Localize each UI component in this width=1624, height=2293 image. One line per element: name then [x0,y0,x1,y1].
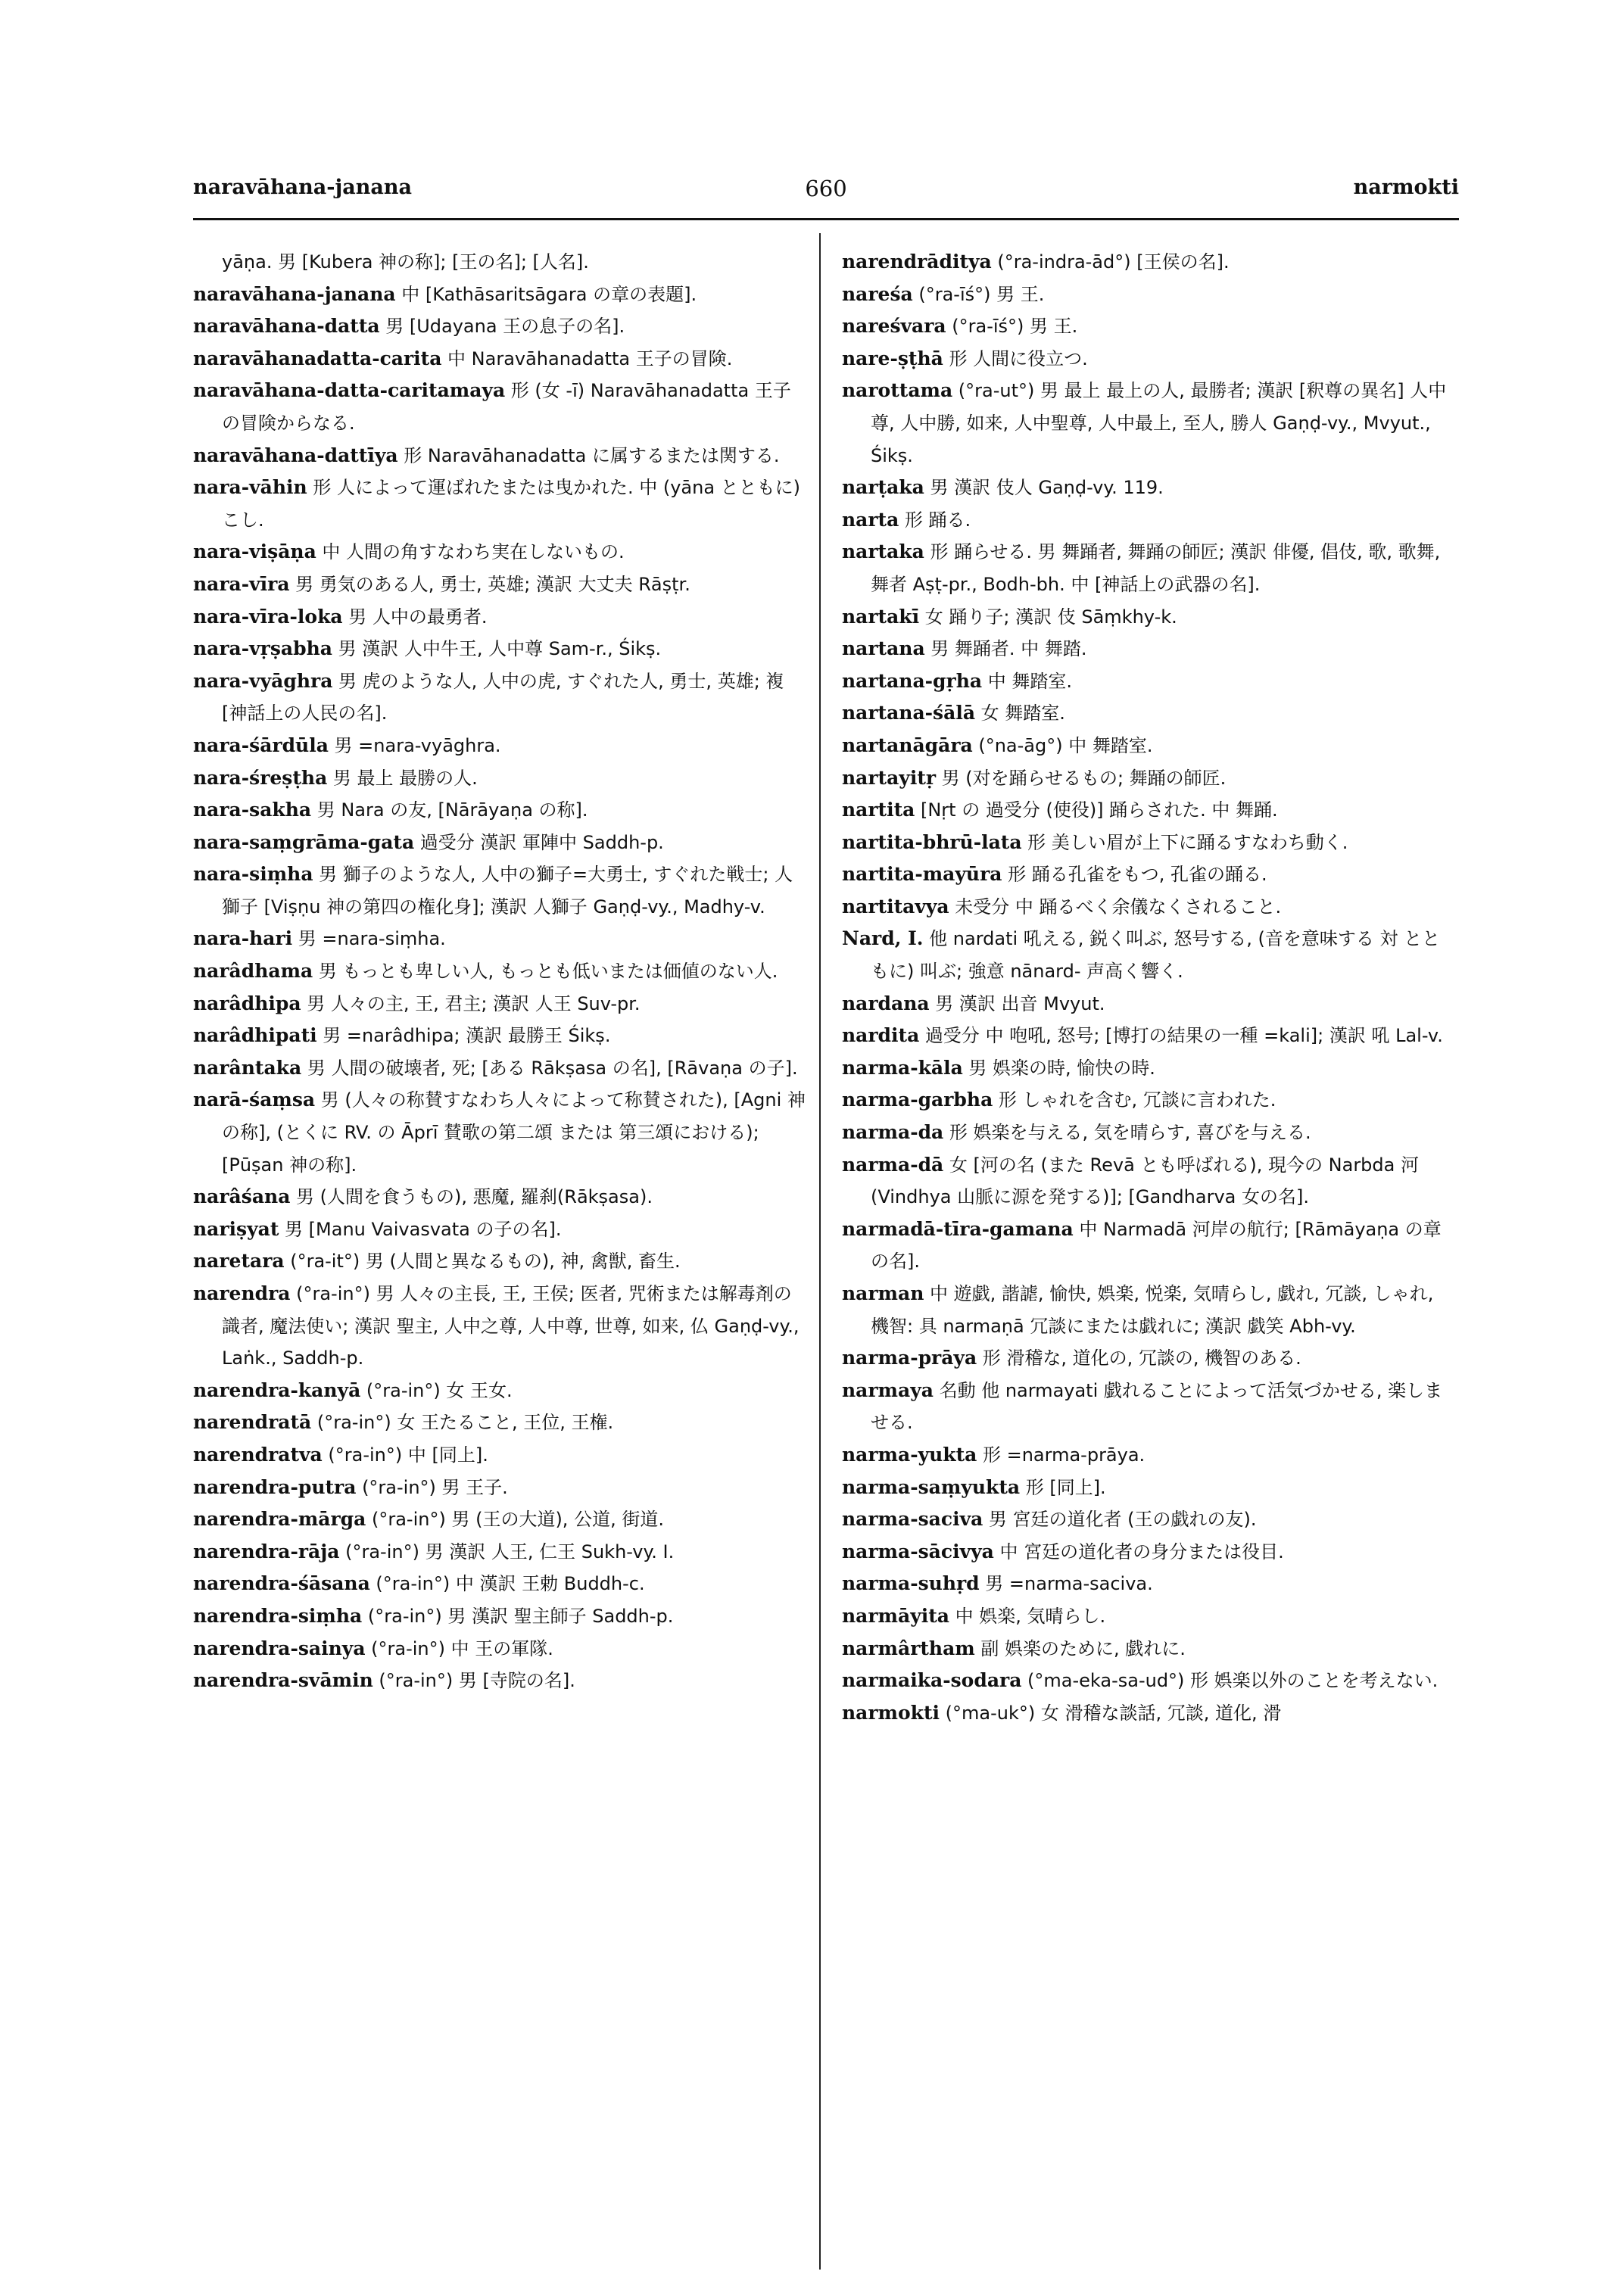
entry-headword: narendra-śāsana [193,1572,370,1595]
dictionary-entry [193,665,806,730]
dictionary-entry [842,1472,1455,1504]
entry-headword: nara-vīra [193,572,290,595]
entry-definition: (°ra-in°) 男 漢訳 人王, 仁王 Sukh-vy. I. [339,1541,675,1562]
entry-definition: (°ra-in°) 男 (王の大道), 公道, 街道. [366,1509,664,1531]
entry-definition: 形 踊る孔雀をもつ, 孔雀の踊る. [1002,864,1267,886]
dictionary-entry [193,1407,806,1439]
entry-headword: narendra-sainya [193,1637,366,1659]
entry-definition: 女 舞踏室. [975,703,1065,724]
entry-headword: nareśa [842,282,913,305]
dictionary-entry [193,440,806,472]
entry-definition: 男 [Udayana 王の息子の名]. [379,316,625,338]
dictionary-entry [842,697,1455,730]
entry-headword: nartitavya [842,895,949,918]
entry-definition: 他 nardati 吼える, 鋭く叫ぶ, 怒号する, (音を意味する 対 とともに) 叫ぶ; 強意 nānard- 声高く響く. [871,928,1441,983]
dictionary-entry [842,1503,1455,1536]
entry-definition: 男 漢訳 出音 Mvyut. [929,992,1105,1014]
dictionary-entry [193,1536,806,1569]
dictionary-entry [842,279,1455,311]
dictionary-entry [193,858,806,923]
dictionary-entry [842,1665,1455,1697]
header-first-headword: naravāhana-janana [193,176,412,199]
entry-headword: narâdhipa [193,992,301,1014]
entry-headword: nartanāgāra [842,734,973,756]
entry-definition: 男 =narma-saciva. [979,1573,1153,1595]
entry-definition: 男 勇気のある人, 勇士, 英雄; 漢訳 大丈夫 Rāṣṭr. [289,573,690,595]
dictionary-entry [193,569,806,601]
entry-definition: 中 舞踏室. [982,670,1072,692]
entry-definition: 中 遊戯, 諧謔, 愉快, 娯楽, 悦楽, 気晴らし, 戯れ, 冗談, しゃれ, 機智: 具 narmaṇā 冗談にまたは戯れに; 漢訳 戯笑 Abh-vy. [871,1283,1439,1337]
entry-definition: 副 娯楽のために, 戯れに. [974,1637,1186,1659]
dictionary-entry [842,988,1455,1020]
entry-headword: nara-śārdūla [193,734,329,756]
entry-headword: nara-hari [193,927,293,950]
entry-headword: nartana [842,637,925,660]
entry-definition: (°ra-in°) 男 [寺院の名]. [372,1670,575,1692]
entry-definition: 男 Nara の友, [Nārāyaṇa の称]. [311,799,588,821]
entry-definition: (°ra-īś°) 男 王. [946,316,1078,338]
entry-definition: 男 獅子のような人, 人中の獅子=大勇士, すぐれた戦士; 人獅子 [Viṣṇu 神の第四の権化身]; 漢訳 人獅子 Gaṇḍ-vy., Madhy-v. [222,864,793,918]
entry-definition: (°ra-īś°) 男 王. [912,283,1045,305]
dictionary-entry [842,1536,1455,1569]
entry-definition: 中 娯楽, 気晴らし. [949,1605,1106,1627]
entry-definition: 男 最上 最勝の人. [327,767,478,789]
dictionary-entry [193,1278,806,1375]
entry-definition: (°ra-in°) 中 [同上]. [322,1444,488,1466]
entry-headword: narma-dā [842,1153,944,1176]
entry-headword: naravāhana-datta-caritamaya [193,379,506,402]
entry-definition: (°ma-uk°) 女 滑稽な談話, 冗談, 道化, 滑 [940,1702,1282,1724]
entry-headword: naravāhanadatta-carita [193,347,442,369]
entry-headword: naretara [193,1250,285,1273]
entry-headword: nariṣyat [193,1217,279,1240]
dictionary-entry [842,794,1455,827]
entry-definition: (°ra-in°) 男 人々の主長, 王, 王侯; 医者, 咒術または解毒剤の識者, 魔法使い; 漢訳 聖主, 人中之尊, 人中尊, 世尊, 如来, 仏 Gaṇḍ-vy., Laṅk., Saddh-p. [222,1283,806,1369]
column-divider [819,233,821,2270]
entry-definition: (°ra-ut°) 男 最上 最上の人, 最勝者; 漢訳 [釈尊の異名] 人中尊, 人中勝, 如来, 人中聖尊, 人中最上, 至人, 勝人 Gaṇḍ-vy., Mvyut., Śikṣ. [871,380,1447,466]
dictionary-entry [842,1052,1455,1085]
entry-headword: nartaka [842,541,924,563]
dictionary-entry [193,343,806,375]
dictionary-entry [193,1084,806,1181]
entry-headword: narma-yukta [842,1443,977,1466]
dictionary-entry [842,1633,1455,1665]
dictionary-entry [193,1181,806,1213]
header-last-headword: narmokti [1353,176,1459,199]
entry-headword: nare-ṣṭhā [842,347,943,369]
dictionary-entry [193,1375,806,1407]
dictionary-entry [193,279,806,311]
dictionary-entry [842,858,1455,891]
entry-definition: yāṇa. 男 [Kubera 神の称]; [王の名]; [人名]. [222,251,589,273]
dictionary-entry [193,1213,806,1246]
page-header [193,176,1459,206]
dictionary-entry [193,923,806,955]
dictionary-entry [842,343,1455,375]
entry-headword: Nard, I. [842,927,924,950]
dictionary-entry [842,827,1455,859]
entry-definition: 男 人中の最勇者. [342,606,488,628]
dictionary-entry [842,1213,1455,1278]
entry-definition: 男 舞踊者. 中 舞踏. [924,638,1087,660]
entry-definition: 形 しゃれを含む, 冗談に言われた. [993,1089,1276,1111]
entry-definition: 形 美しい眉が上下に踊るすなわち動く. [1021,831,1348,853]
entry-headword: narântaka [193,1056,302,1079]
dictionary-entry [842,1342,1455,1375]
entry-headword: nara-saṃgrāma-gata [193,830,415,853]
entry-definition: 形 =narma-prāya. [977,1444,1146,1466]
entry-headword: narâdhama [193,960,313,983]
header-rule [193,218,1459,220]
dictionary-entry [193,1439,806,1472]
entry-headword: narendra-rāja [193,1540,340,1562]
entry-headword: nartayitṛ [842,766,937,789]
dictionary-entry [193,1472,806,1504]
dictionary-entry [842,1278,1455,1342]
entry-definition: 中 [Kathāsaritsāgara の章の表題]. [395,283,697,305]
entry-definition: 過受分 漢訳 軍陣中 Saddh-p. [414,831,664,853]
entry-definition: 形 (女 -ī) Naravāhanadatta 王子の冒険からなる. [222,380,791,434]
entry-definition: 男 (人々の称賛すなわち人々によって称賛された), [Agni 神の称], (とくに RV. の Āprī 賛歌の第二頌 または 第三頌における); [Pūṣan 神の称]. [222,1089,806,1176]
entry-headword: narendra-mārga [193,1508,366,1531]
entry-headword: naravāhana-janana [193,282,396,305]
entry-headword: nardita [842,1024,920,1047]
dictionary-entry [842,633,1455,665]
entry-definition: (°ra-it°) 男 (人間と異なるもの), 神, 禽獣, 畜生. [284,1251,681,1273]
dictionary-entry [193,794,806,827]
entry-headword: narâdhipati [193,1024,317,1047]
entry-headword: nareśvara [842,315,946,338]
entry-definition: 男 =nara-vyāghra. [328,734,501,756]
entry-definition: 男 [Manu Vaivasvata の子の名]. [279,1218,562,1240]
entry-headword: narendra [193,1282,291,1304]
dictionary-entry [842,1568,1455,1600]
entry-headword: nara-siṃha [193,863,313,886]
entry-headword: narṭaka [842,476,924,499]
entry-definition: 過受分 中 咆吼, 怒号; [博打の結果の一種 =kali]; 漢訳 吼 Lal-v. [919,1025,1443,1047]
entry-headword: naravāhana-datta [193,315,380,338]
dictionary-entry [193,762,806,795]
dictionary-entry [193,536,806,569]
dictionary-entry [842,1020,1455,1052]
entry-headword: nara-vīra-loka [193,605,343,628]
entry-headword: nartakī [842,605,920,628]
entry-definition: 男 (对を踊らせるもの; 舞踊の師匠. [936,767,1227,789]
dictionary-entry [193,246,806,279]
dictionary-entry [842,1149,1455,1213]
entry-headword: narmokti [842,1701,940,1724]
entry-headword: naravāhana-dattīya [193,444,398,466]
entry-definition: 男 もっとも卑しい人, もっとも低いまたは価値のない人. [313,961,778,983]
entry-headword: narâśana [193,1185,291,1208]
entry-headword: nara-viṣāṇa [193,541,316,563]
dictionary-entry [193,730,806,762]
entry-definition: 中 宮廷の道化者の身分または役目. [993,1541,1284,1562]
entry-headword: narendra-siṃha [193,1604,363,1627]
page-number: 660 [805,176,847,201]
entry-definition: (°ra-in°) 中 王の軍隊. [365,1637,553,1659]
entry-headword: narmaya [842,1379,934,1401]
entry-definition: 男 宮廷の道化者 (王の戯れの友). [983,1509,1257,1531]
entry-headword: narmadā-tīra-gamana [842,1217,1074,1240]
entry-definition: 男 漢訳 伎人 Gaṇḍ-vy. 119. [924,477,1164,499]
dictionary-entry [842,1439,1455,1472]
entry-headword: nara-vyāghra [193,669,333,692]
dictionary-entry [842,1697,1455,1730]
entry-headword: narmaika-sodara [842,1669,1022,1692]
entry-headword: narma-da [842,1121,944,1144]
dictionary-entry [842,375,1455,472]
entry-headword: narā-śaṃsa [193,1089,316,1111]
entry-definition: 男 人々の主, 王, 君主; 漢訳 人王 Suv-pr. [301,992,641,1014]
dictionary-entry [842,246,1455,279]
entry-definition: 中 Naravāhanadatta 王子の冒険. [441,347,733,369]
entry-definition: 男 (人間を食うもの), 悪魔, 羅刹(Rākṣasa). [290,1186,653,1208]
dictionary-entry [842,730,1455,762]
entry-headword: narmāyita [842,1604,949,1627]
entry-headword: nartita [842,799,915,821]
dictionary-entry [842,310,1455,343]
entry-definition: (°ra-in°) 男 王子. [356,1476,508,1498]
entry-headword: narma-saciva [842,1508,983,1531]
dictionary-entry [842,504,1455,537]
entry-definition: [Nṛt の 過受分 (使役)] 踊らされた. 中 舞踊. [915,799,1278,821]
entry-definition: (°ra-in°) 女 王たること, 王位, 王権. [311,1412,614,1434]
dictionary-entry [842,1600,1455,1633]
entry-headword: narendratva [193,1443,323,1466]
entry-headword: nartana-śālā [842,702,976,724]
entry-definition: 中 Narmadā 河岸の航行; [Rāmāyaṇa の章の名]. [871,1218,1442,1273]
entry-definition: 男 =nara-siṃha. [292,928,446,950]
entry-headword: narendrāditya [842,251,992,273]
entry-definition: 形 滑稽な, 道化の, 冗談の, 機智のある. [977,1347,1301,1369]
dictionary-entry [193,1052,806,1085]
entry-definition: 男 =narâdhipa; 漢訳 最勝王 Śikṣ. [316,1025,611,1047]
entry-headword: narendra-kanyā [193,1379,361,1401]
dictionary-entry [842,1117,1455,1149]
dictionary-entry [842,665,1455,698]
entry-headword: nartita-mayūra [842,863,1002,886]
dictionary-entry [193,988,806,1020]
dictionary-entry [842,472,1455,504]
dictionary-entry [842,762,1455,795]
entry-headword: narma-prāya [842,1347,977,1369]
entry-headword: nardana [842,992,930,1014]
dictionary-entry [842,1084,1455,1117]
entry-definition: 中 人間の角すなわち実在しないもの. [316,541,625,563]
entry-definition: 形 踊らせる. 男 舞踊者, 舞踊の師匠; 漢訳 俳優, 倡伎, 歌, 歌舞, 舞者 Aṣṭ-pr., Bodh-bh. 中 [神話上の武器の名]. [871,541,1446,595]
entry-definition: 女 [河の名 (また Revā とも呼ばれる), 現今の Narbda 河 (Vindhya 山脈に源を発する)]; [Gandharva 女の名]. [871,1154,1425,1208]
dictionary-entry [193,375,806,439]
entry-definition: 男 娯楽の時, 愉快の時. [962,1057,1155,1079]
entry-headword: narma-garbha [842,1089,993,1111]
entry-headword: nartana-gṛha [842,669,983,692]
entry-headword: narottama [842,379,953,402]
entry-headword: narma-suhṛd [842,1572,980,1595]
entry-definition: 男 虎のような人, 人中の虎, すぐれた人, 勇士, 英雄; 複 [神話上の人民の名]. [222,670,790,724]
dictionary-entry [193,601,806,634]
dictionary-entry [193,955,806,988]
entry-headword: nara-vṛṣabha [193,637,332,660]
dictionary-entry [193,310,806,343]
entry-headword: nara-sakha [193,799,312,821]
entry-headword: nara-śreṣṭha [193,766,328,789]
entry-definition: 形 Naravāhanadatta に属するまたは関する. [397,444,780,466]
entry-headword: narendra-svāmin [193,1669,373,1692]
entry-definition: 形 踊る. [899,509,971,531]
entry-definition: (°na-āg°) 中 舞踏室. [972,734,1153,756]
dictionary-entry [193,1020,806,1052]
entry-definition: 形 人によって運ばれたまたは曳かれた. 中 (yāna とともに) こし. [222,477,806,531]
entry-headword: narta [842,508,899,531]
dictionary-entry [193,1633,806,1665]
entry-definition: (°ra-in°) 中 漢訳 王勅 Buddh-c. [369,1573,645,1595]
entry-definition: (°ra-in°) 女 王女. [360,1379,513,1401]
dictionary-entry [193,633,806,665]
entry-headword: nara-vāhin [193,476,307,499]
entry-definition: (°ma-eka-sa-ud°) 形 娯楽以外のことを考えない. [1021,1670,1439,1692]
dictionary-entry [842,923,1455,987]
dictionary-entry [842,536,1455,600]
entry-definition: (°ra-indra-ād°) [王侯の名]. [991,251,1230,273]
entry-definition: 未受分 中 踊るべく余儀なくされること. [949,896,1282,918]
entry-headword: narendra-putra [193,1475,357,1498]
dictionary-entry [193,1568,806,1600]
entry-headword: narma-sācivya [842,1540,994,1562]
dictionary-entry [193,827,806,859]
entry-headword: narma-kāla [842,1056,963,1079]
entry-headword: narma-saṃyukta [842,1475,1021,1498]
dictionary-entry [193,472,806,536]
dictionary-entry [193,1503,806,1536]
left-column [193,246,806,1697]
entry-headword: narendratā [193,1411,312,1434]
entry-definition: (°ra-in°) 男 漢訳 聖主師子 Saddh-p. [362,1605,674,1627]
dictionary-entry [842,1375,1455,1439]
dictionary-entry [842,891,1455,924]
entry-definition: 女 踊り子; 漢訳 伎 Sāṃkhy-k. [919,606,1177,628]
entry-definition: 名動 他 narmayati 戯れることによって活気づかせる, 楽しませる. [871,1379,1443,1434]
entry-definition: 形 娯楽を与える, 気を晴らす, 喜びを与える. [943,1122,1311,1144]
entry-headword: narmârtham [842,1637,975,1659]
entry-definition: 男 漢訳 人中牛王, 人中尊 Sam-r., Śikṣ. [332,638,662,660]
entry-definition: 形 [同上]. [1020,1476,1106,1498]
entry-headword: nartita-bhrū-lata [842,830,1022,853]
entry-headword: narman [842,1282,924,1304]
entry-definition: 形 人間に役立つ. [943,347,1088,369]
dictionary-entry [193,1665,806,1697]
dictionary-entry [842,601,1455,634]
dictionary-entry [193,1245,806,1278]
dictionary-entry [193,1600,806,1633]
entry-definition: 男 人間の破壊者, 死; [ある Rākṣasa の名], [Rāvaṇa の子]. [301,1057,798,1079]
right-column [842,246,1455,1729]
